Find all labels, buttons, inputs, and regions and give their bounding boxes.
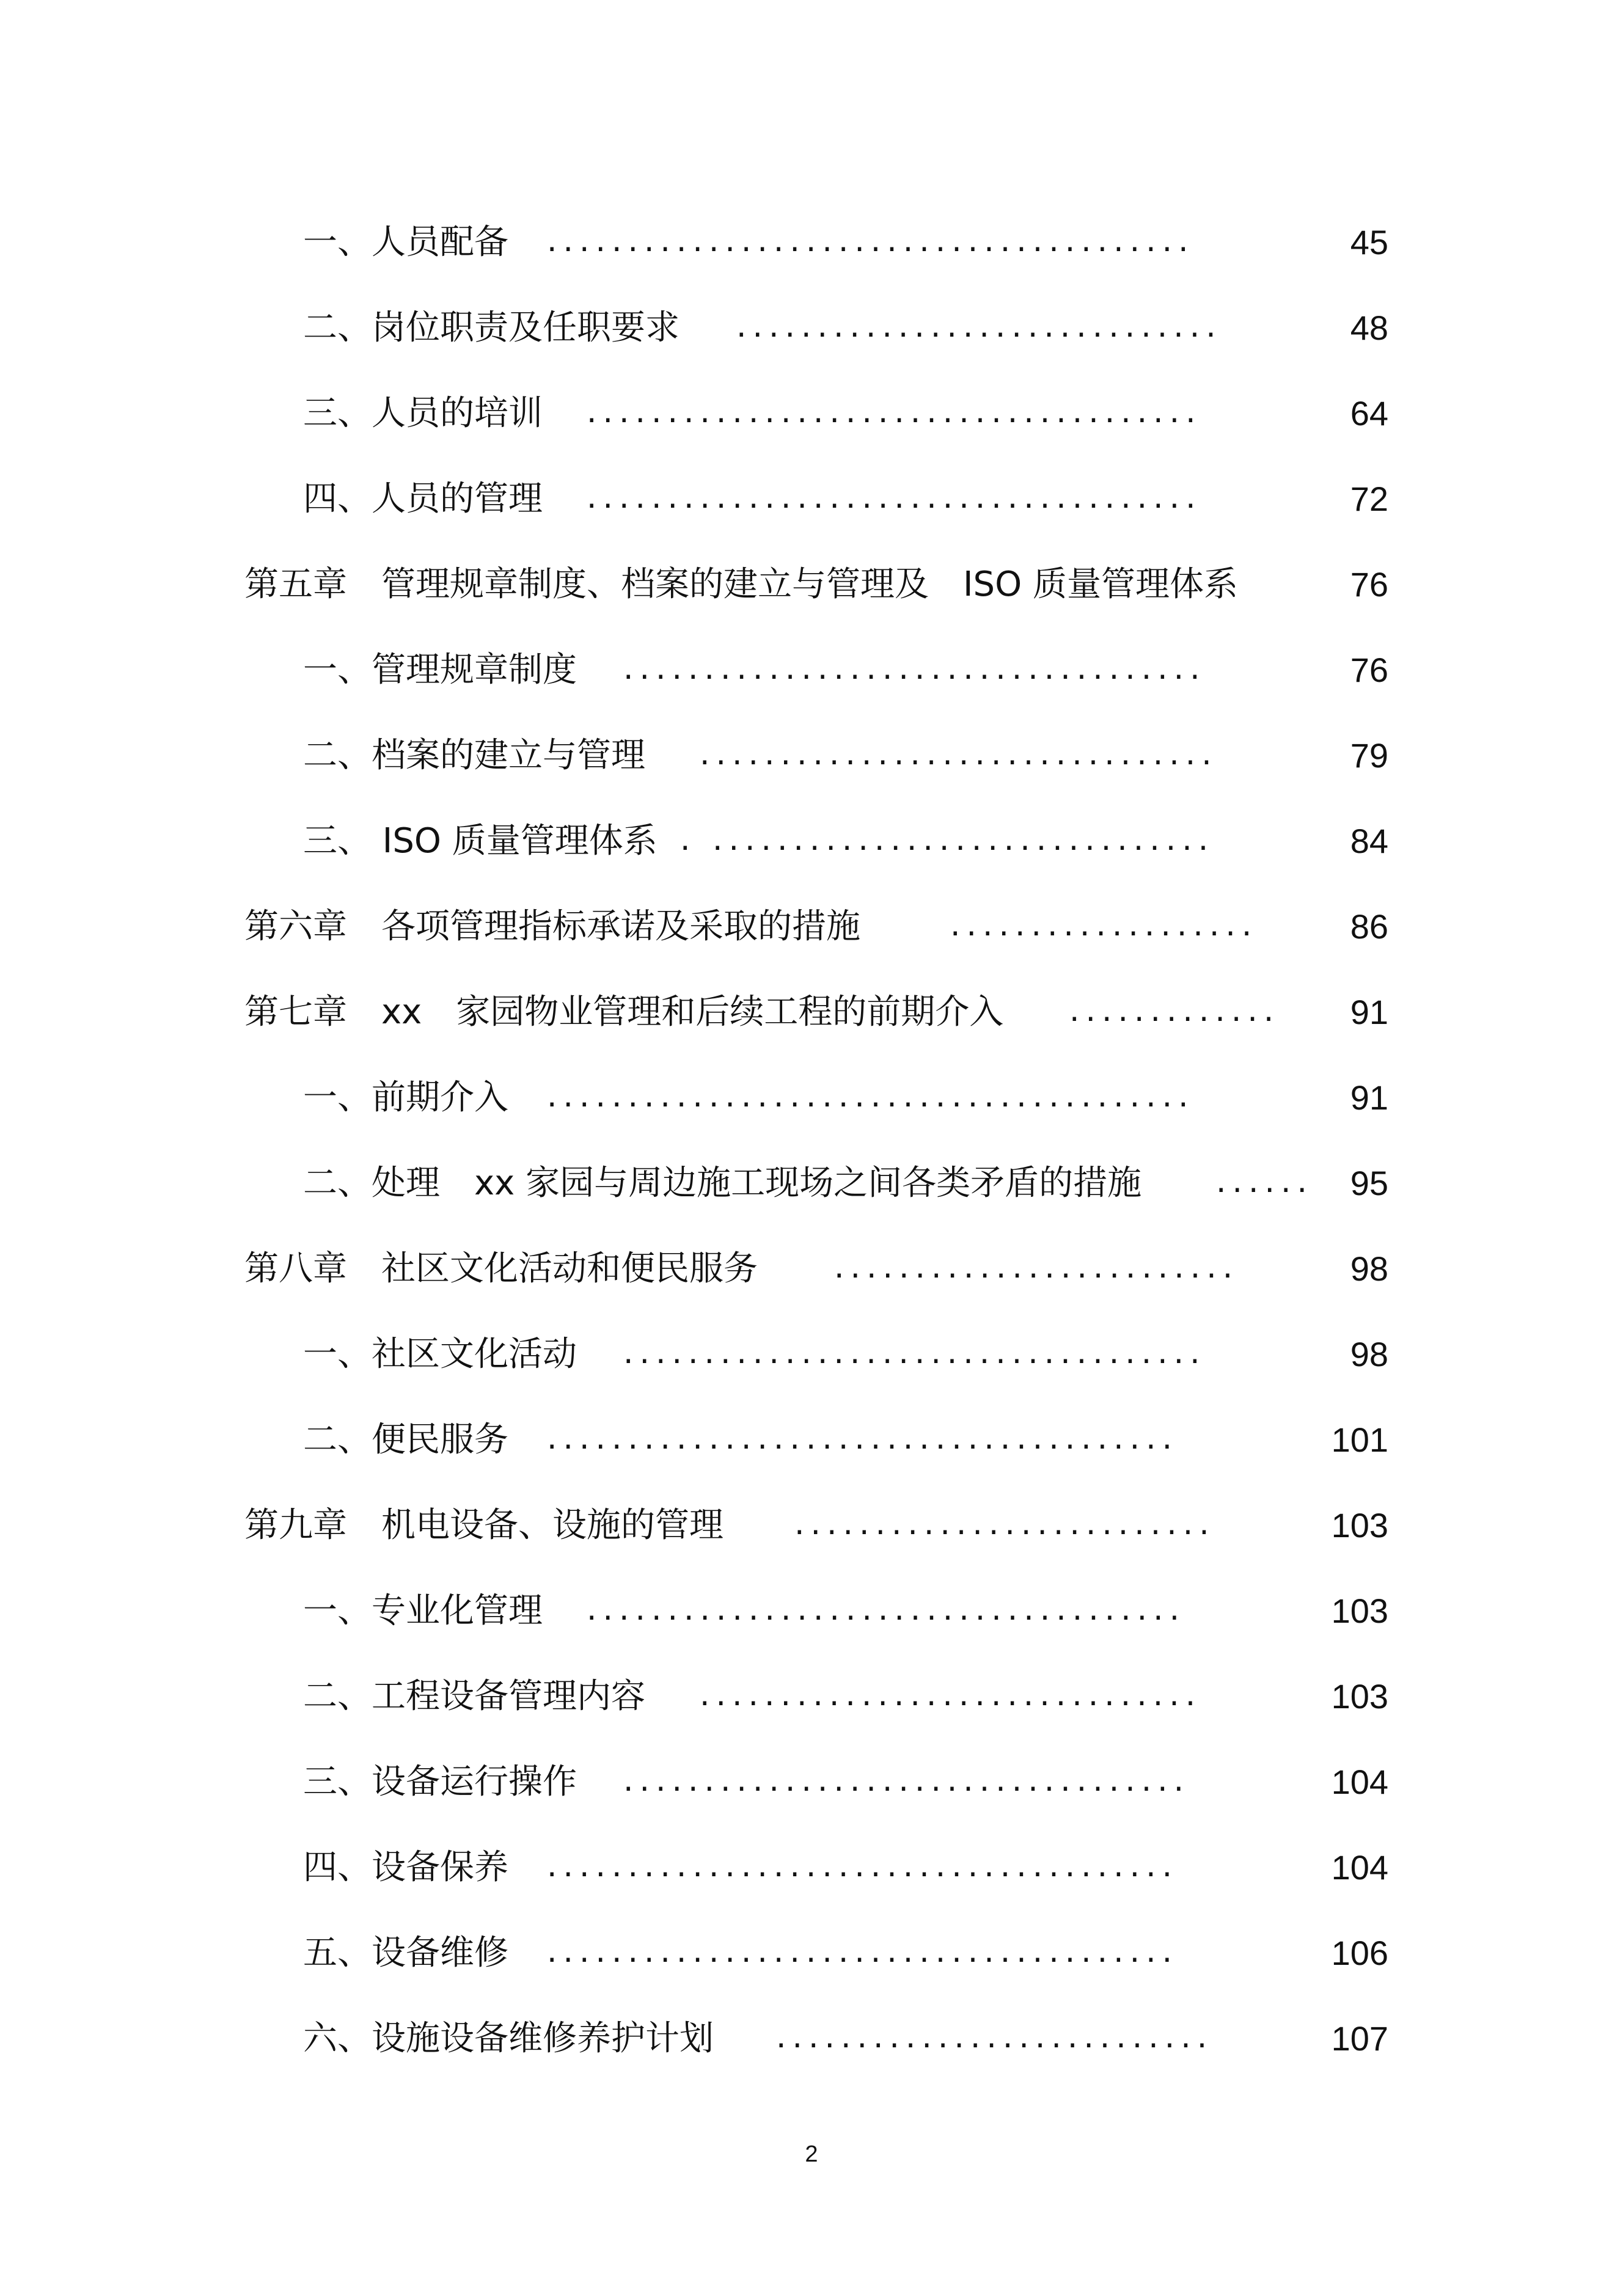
toc-entry-page: 86 (1350, 907, 1388, 946)
page-number: 2 (805, 2141, 818, 2167)
toc-entry-page: 45 (1350, 223, 1388, 261)
toc-entry-page: 101 (1331, 1420, 1388, 1459)
toc-entry-leader: .......................... (791, 1510, 1212, 1541)
toc-entry-leader: ...................................... (584, 398, 1199, 429)
toc-entry-page: 95 (1350, 1164, 1388, 1202)
toc-entry-title: 四、人员的管理 (303, 479, 543, 519)
toc-entry-title: 第七章 xx 家园物业管理和后续工程的前期介入 (244, 992, 1004, 1032)
toc-entry-title: 二、工程设备管理内容 (303, 1676, 645, 1716)
toc-entry-leader: .............................. (733, 312, 1219, 343)
toc-entry-leader: ..................................... (584, 1595, 1183, 1626)
toc-entry-title: 五、设备维修 (303, 1933, 508, 1973)
toc-entry[interactable] (244, 983, 1388, 1042)
toc-entry-title: 六、设施设备维修养护计划 (303, 2019, 714, 2058)
toc-entry-page: 91 (1350, 993, 1388, 1031)
toc-entry-leader: ................... (947, 911, 1255, 942)
toc-entry[interactable] (244, 1325, 1388, 1384)
toc-entry-page: 103 (1331, 1506, 1388, 1545)
toc-entry[interactable] (244, 1069, 1388, 1127)
toc-entry-page: 91 (1350, 1078, 1388, 1117)
toc-entry-title: 一、专业化管理 (303, 1591, 543, 1631)
toc-entry-page: 84 (1350, 822, 1388, 860)
toc-entry-leader: ............. (1066, 996, 1277, 1028)
toc-entry-leader: . ............................... (677, 825, 1212, 857)
toc-entry[interactable] (244, 1240, 1388, 1298)
toc-entry-page: 76 (1350, 565, 1388, 604)
toc-entry[interactable] (244, 641, 1388, 700)
toc-entry-leader: ................................ (697, 740, 1215, 771)
toc-entry[interactable] (244, 726, 1388, 785)
toc-entry-title: 第五章 管理规章制度、档案的建立与管理及 ISO 质量管理体系 (244, 565, 1238, 604)
toc-entry-title: 二、便民服务 (303, 1420, 508, 1460)
toc-entry-title: 第九章 机电设备、设施的管理 (244, 1505, 724, 1545)
toc-entry[interactable] (244, 555, 1388, 614)
toc-entry-title: 二、处理 xx 家园与周边施工现场之间各类矛盾的措施 (303, 1163, 1142, 1203)
toc-entry-title: 一、社区文化活动 (303, 1334, 577, 1374)
toc-entry-title: 一、前期介入 (303, 1078, 508, 1117)
toc-entry-page: 106 (1331, 1934, 1388, 1972)
toc-entry-page: 103 (1331, 1677, 1388, 1716)
toc-entry-page: 104 (1331, 1763, 1388, 1801)
toc-entry-leader: ....................................... (544, 1937, 1176, 1969)
toc-entry[interactable] (244, 1924, 1388, 1983)
toc-entry-title: 二、档案的建立与管理 (303, 736, 645, 775)
toc-entry[interactable] (244, 1753, 1388, 1812)
toc-entry-leader: .................................... (620, 1339, 1203, 1370)
toc-entry[interactable] (244, 470, 1388, 528)
toc-entry-title: 三、人员的培训 (303, 393, 543, 433)
toc-entry[interactable] (244, 812, 1388, 871)
toc-entry[interactable] (244, 2009, 1388, 2068)
toc-entry-leader: ......................... (831, 1253, 1236, 1284)
toc-entry-leader: ....................................... (544, 1424, 1176, 1455)
toc-entry-leader: ........................................ (544, 1082, 1192, 1113)
toc-entry-leader: ........................... (773, 2023, 1211, 2054)
toc-entry-page: 103 (1331, 1592, 1388, 1630)
toc-entry-leader: ............................... (697, 1681, 1199, 1712)
toc-entry-page: 98 (1350, 1335, 1388, 1373)
toc-entry[interactable] (244, 898, 1388, 956)
toc-entry-page: 64 (1350, 394, 1388, 433)
toc-entry-page: 104 (1331, 1848, 1388, 1887)
toc-entry[interactable] (244, 1154, 1388, 1213)
toc-entry-title: 第八章 社区文化活动和便民服务 (244, 1249, 758, 1289)
toc-entry-title: 四、设备保养 (303, 1848, 508, 1887)
toc-entry[interactable] (244, 1667, 1388, 1726)
toc-entry-title: 三、 ISO 质量管理体系 (303, 821, 658, 861)
toc-entry-page: 48 (1350, 309, 1388, 347)
toc-entry-title: 二、岗位职责及任职要求 (303, 308, 680, 348)
toc-entry-leader: ........................................ (544, 227, 1192, 258)
toc-entry-leader: ...... (1213, 1168, 1310, 1199)
toc-entry-title: 一、人员配备 (303, 222, 508, 262)
toc-entry[interactable] (244, 213, 1388, 272)
toc-entry-page: 79 (1350, 736, 1388, 775)
toc-entry-leader: ...................................... (584, 483, 1199, 514)
toc-entry-leader: ....................................... (544, 1852, 1176, 1883)
toc-entry[interactable] (244, 1411, 1388, 1469)
toc-entry-leader: ................................... (620, 1766, 1187, 1797)
toc-entry-title: 第六章 各项管理指标承诺及采取的措施 (244, 907, 860, 946)
toc-entry-leader: .................................... (620, 654, 1203, 686)
toc-entry-title: 一、管理规章制度 (303, 650, 577, 690)
toc-entry[interactable] (244, 1838, 1388, 1897)
toc-entry-page: 107 (1331, 2019, 1388, 2058)
toc-entry[interactable] (244, 384, 1388, 443)
toc-entry-title: 三、设备运行操作 (303, 1762, 577, 1802)
toc-entry-page: 98 (1350, 1249, 1388, 1288)
toc-entry[interactable] (244, 1496, 1388, 1555)
toc-entry-page: 72 (1350, 480, 1388, 518)
toc-entry[interactable] (244, 299, 1388, 357)
toc-entry-page: 76 (1350, 651, 1388, 689)
toc-entry[interactable] (244, 1582, 1388, 1640)
